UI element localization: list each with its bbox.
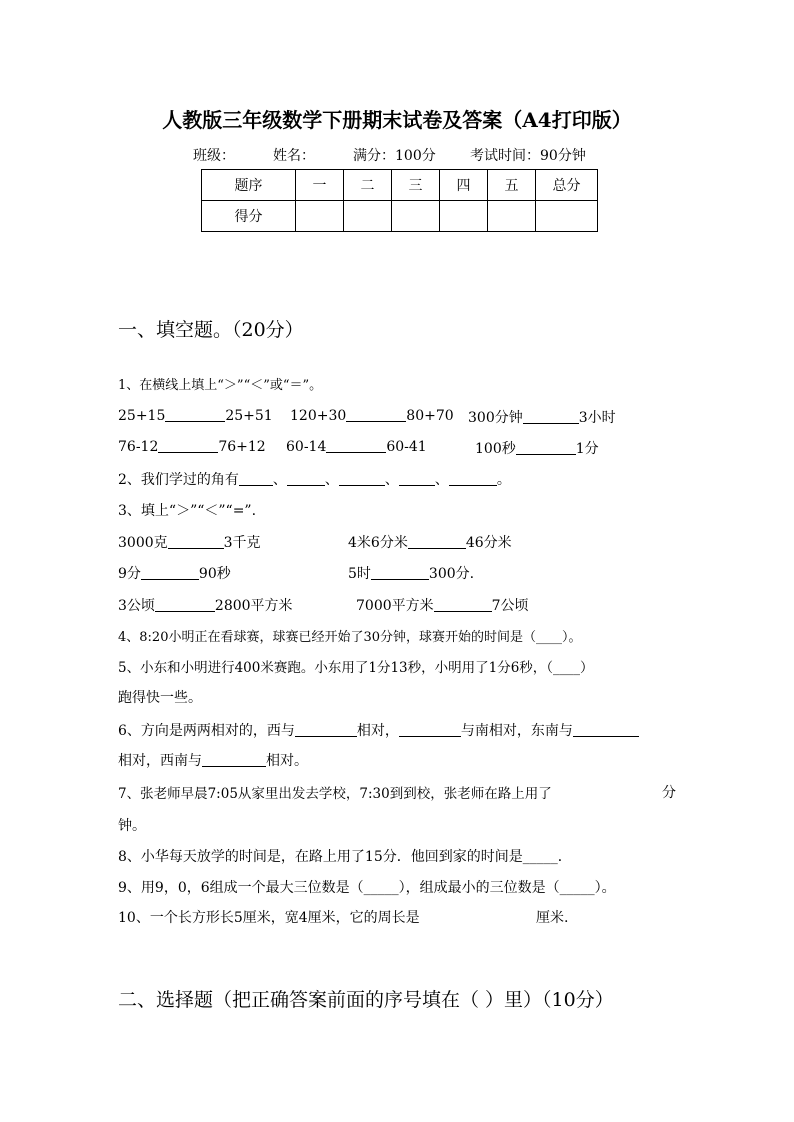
answer-blank[interactable] xyxy=(408,534,466,549)
header-cell: 三 xyxy=(392,170,440,201)
header-cell: 一 xyxy=(296,170,344,201)
q10-text: 10、一个长方形长5厘米，宽4厘米，它的周长是 xyxy=(118,910,420,926)
q7-unit: 分 xyxy=(662,785,676,801)
q3-prompt: 3、填上“＞”“＜”“=”. xyxy=(118,503,257,519)
header-cell: 题序 xyxy=(202,170,296,201)
score-table-score-row xyxy=(202,201,598,232)
answer-blank[interactable] xyxy=(399,471,435,486)
header-cell: 四 xyxy=(440,170,488,201)
q3-a: 3000克 3千克 xyxy=(118,535,261,551)
q3-c: 9分 90秒 xyxy=(118,566,231,582)
answer-blank[interactable] xyxy=(371,565,429,580)
answer-blank[interactable] xyxy=(339,471,385,486)
answer-blank[interactable] xyxy=(165,407,225,422)
score-cell[interactable] xyxy=(296,201,344,232)
score-cell[interactable] xyxy=(440,201,488,232)
q10-unit: 厘米. xyxy=(536,910,569,926)
score-cell[interactable] xyxy=(344,201,392,232)
score-cell[interactable] xyxy=(392,201,440,232)
q4: 4、8:20小明正在看球赛，球赛已经开始了30分钟，球赛开始的时间是（____）。 xyxy=(118,630,582,645)
answer-blank[interactable] xyxy=(168,534,224,549)
q7-line-1: 7、张老师早晨7:05从家里出发去学校，7:30到到校，张老师在路上用了 xyxy=(118,786,552,802)
score-table xyxy=(201,169,598,232)
answer-blank[interactable] xyxy=(346,407,406,422)
answer-blank[interactable] xyxy=(202,752,266,767)
answer-blank[interactable] xyxy=(158,438,218,453)
answer-blank[interactable] xyxy=(523,409,579,424)
full-score: 满分：100分 xyxy=(353,148,436,164)
answer-blank[interactable] xyxy=(399,722,461,737)
section-1-heading: 一、填空题。（20分） xyxy=(118,319,304,341)
q1-row-1c: 300分钟 3小时 xyxy=(468,410,616,426)
section-2-heading: 二、选择题（把正确答案前面的序号填在（ ）里）（10分） xyxy=(118,989,614,1011)
answer-blank[interactable] xyxy=(434,597,492,612)
q9: 9、用9，0，6组成一个最大三位数是（_____），组成最小的三位数是（_____）。 xyxy=(118,880,616,896)
q5-line-2: 跑得快一些。 xyxy=(118,690,202,706)
q1-row-2: 76-12 76+12 xyxy=(118,439,266,455)
score-row-label: 得分 xyxy=(202,201,296,232)
q7-line-2: 钟。 xyxy=(118,818,146,834)
q2: 2、我们学过的角有 、 、 、 、 。 xyxy=(118,472,511,488)
answer-blank[interactable] xyxy=(573,722,639,737)
score-cell[interactable] xyxy=(536,201,598,232)
q3-b: 4米6分米 46分米 xyxy=(348,535,512,551)
q6-line-1: 6、方向是两两相对的，西与 相对， 与南相对，东南与 xyxy=(118,720,639,740)
exam-title: 人教版三年级数学下册期末试卷及答案（A4打印版） xyxy=(162,108,632,132)
q5-line-1: 5、小东和小明进行400米赛跑。小东用了1分13秒，小明用了1分6秒，（____） xyxy=(118,660,594,676)
q1-prompt: 1、在横线上填上“＞”“＜”或“＝”。 xyxy=(118,378,323,393)
q3-e: 3公顷 2800平方米 xyxy=(118,598,293,614)
header-cell: 五 xyxy=(488,170,536,201)
answer-blank[interactable] xyxy=(141,565,199,580)
header-cell: 总分 xyxy=(536,170,598,201)
class-label: 班级： xyxy=(193,148,235,164)
q1-row-1: 25+15 25+51 xyxy=(118,408,273,424)
answer-blank[interactable] xyxy=(326,438,386,453)
answer-blank[interactable] xyxy=(295,722,357,737)
exam-time: 考试时间：90分钟 xyxy=(470,148,586,164)
score-cell[interactable] xyxy=(488,201,536,232)
score-table-header-row xyxy=(202,170,598,201)
answer-blank[interactable] xyxy=(239,471,273,486)
answer-blank[interactable] xyxy=(449,471,497,486)
answer-blank[interactable] xyxy=(287,471,325,486)
q1-row-1b: 120+30 80+70 xyxy=(290,408,454,424)
q3-f: 7000平方米 7公顷 xyxy=(356,598,529,614)
q8: 8、小华每天放学的时间是，在路上用了15分．他回到家的时间是_____． xyxy=(118,849,572,865)
q1-row-2c: 100秒 1分 xyxy=(475,441,599,457)
header-cell: 二 xyxy=(344,170,392,201)
name-label: 姓名： xyxy=(273,148,315,164)
q1-row-2b: 60-14 60-41 xyxy=(286,439,427,455)
q6-line-2: 相对，西南与 相对。 xyxy=(118,753,308,769)
q3-d: 5时 300分. xyxy=(348,566,475,582)
answer-blank[interactable] xyxy=(155,597,215,612)
answer-blank[interactable] xyxy=(516,440,576,455)
